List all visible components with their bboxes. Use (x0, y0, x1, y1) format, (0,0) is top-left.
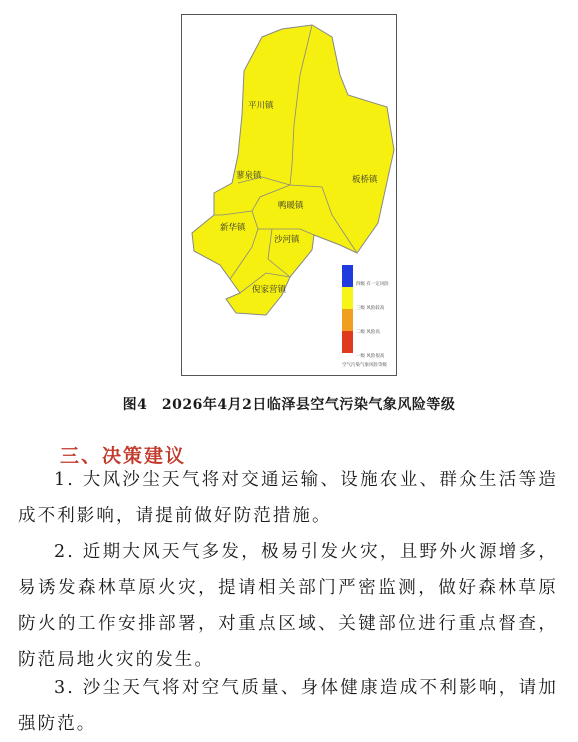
legend-item-level4 (342, 265, 402, 287)
legend-swatch (342, 309, 353, 331)
town-label-banqiao: 板桥镇 (352, 175, 378, 185)
town-label-nijiaying: 倪家营镇 (252, 285, 287, 295)
town-label-liaoquan: 蓼泉镇 (236, 171, 262, 181)
town-label-xinhua: 新华镇 (220, 223, 246, 233)
paragraph-2: 2. 近期大风天气多发，极易引发火灾，且野外火源增多，易诱发森林草原火灾，提请相关部门严密监测，做好森林草原防火的工作安排部署，对重点区域、关键部位进行重点督查，防范局地火灾的发生。 (18, 542, 558, 670)
town-label-pingchuan: 平川镇 (248, 101, 274, 111)
legend-item-level2 (342, 309, 402, 335)
legend-swatch (342, 287, 353, 309)
legend-label: 四级 有一定风险 (356, 282, 389, 287)
town-label-shahe: 沙河镇 (274, 235, 300, 245)
legend-title: 空气污染气象风险等级 (342, 363, 387, 368)
town-label-yaquan: 鸭暖镇 (278, 201, 304, 211)
legend-item-level3 (342, 287, 402, 309)
legend-label: 二级 风险高 (356, 330, 380, 335)
legend-label: 一级 风险很高 (356, 354, 385, 359)
legend-label: 三级 风险较高 (356, 306, 385, 311)
legend-swatch (342, 331, 353, 353)
risk-map (181, 14, 397, 376)
section-heading: 三、决策建议 (60, 445, 187, 467)
legend-item-level1 (342, 331, 402, 359)
paragraph-3: 3. 沙尘天气将对空气质量、身体健康造成不利影响，请加强防范。 (18, 678, 558, 734)
legend-swatch (342, 265, 353, 287)
figure-caption: 图4 2026年4月2日临泽县空气污染气象风险等级 (122, 397, 456, 413)
paragraph-1: 1. 大风沙尘天气将对交通运输、设施农业、群众生活等造成不利影响，请提前做好防范措施。 (18, 470, 558, 526)
